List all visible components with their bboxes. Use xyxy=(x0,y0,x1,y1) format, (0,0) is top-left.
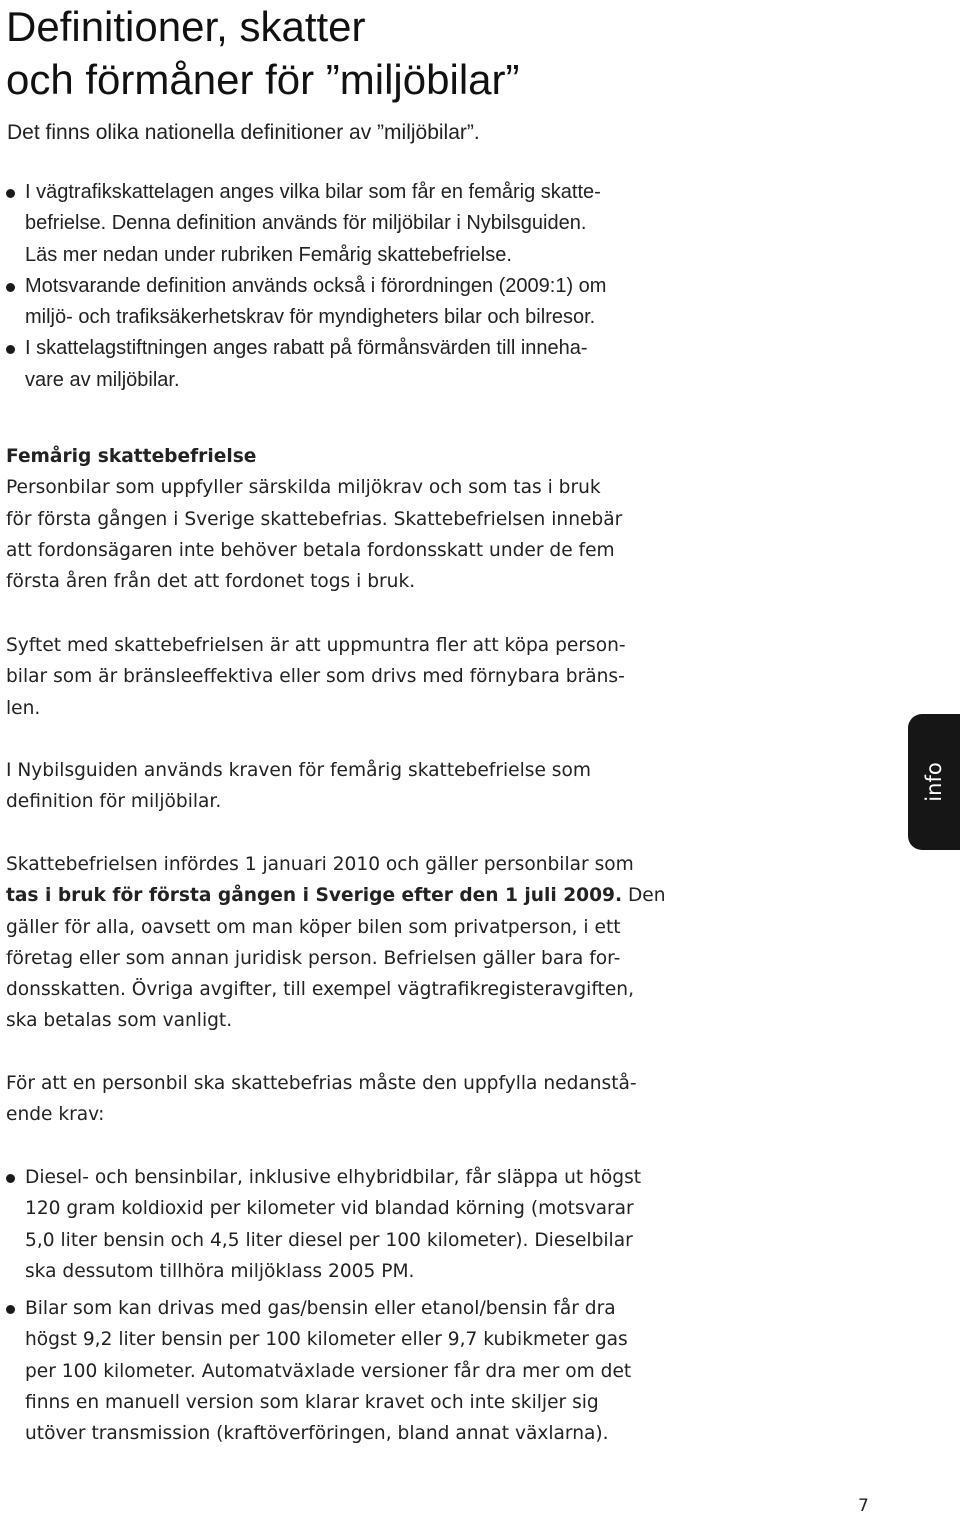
paragraph-requirements-intro xyxy=(6,1068,637,1131)
list-item xyxy=(0,271,606,334)
paragraph-line: För att en personbil ska skattebefrias måste den uppfylla nedanstå- xyxy=(6,1073,637,1094)
list-item-line: I skattelagstiftningen anges rabatt på förmånsvärden till inneha- xyxy=(25,337,588,360)
paragraph-definition xyxy=(6,755,591,818)
list-item-line: 120 gram koldioxid per kilometer vid blandad körning (motsvarar xyxy=(25,1198,634,1220)
list-item-line: miljö- och trafiksäkerhetskrav för myndigheters bilar och bilresor. xyxy=(25,306,596,329)
paragraph-line xyxy=(6,880,666,911)
bullet-icon xyxy=(6,345,15,354)
emphasis-text: tas i bruk för första gången i Sverige efter den 1 juli 2009. xyxy=(6,885,623,907)
paragraph-line: för första gången i Sverige skattebefrias. Skattebefrielsen innebär xyxy=(6,508,623,530)
definitions-list xyxy=(0,177,606,396)
list-item-line: 5,0 liter bensin och 4,5 liter diesel per 100 kilometer). Dieselbilar xyxy=(25,1229,633,1251)
paragraph-line: Syftet med skattebefrielsen är att uppmuntra fler att köpa person- xyxy=(6,635,626,656)
intro-text: Det finns olika nationella definitioner av ”miljöbilar”. xyxy=(7,121,480,144)
list-item-line: finns en manuell version som klarar kravet och inte skiljer sig xyxy=(25,1392,599,1414)
list-item xyxy=(0,177,606,271)
list-item-line: ska dessutom tillhöra miljöklass 2005 PM. xyxy=(25,1260,415,1282)
bullet-icon xyxy=(6,1305,15,1314)
paragraph-line: att fordonsägaren inte behöver betala fordonsskatt under de fem xyxy=(6,539,615,561)
list-item-line: Bilar som kan drivas med gas/bensin eller etanol/bensin får dra xyxy=(25,1298,616,1320)
bullet-icon xyxy=(6,189,15,198)
paragraph-line: ende krav: xyxy=(6,1104,105,1126)
bullet-icon xyxy=(6,283,15,292)
list-item-line: högst 9,2 liter bensin per 100 kilometer eller 9,7 kubikmeter gas xyxy=(25,1329,628,1351)
paragraph-line: ska betalas som vanligt. xyxy=(6,1010,233,1032)
list-item-line: I vägtrafikskattelagen anges vilka bilar som får en femårig skatte- xyxy=(25,181,601,203)
bullet-icon xyxy=(6,1174,15,1183)
list-item xyxy=(0,1162,641,1287)
paragraph-line: len. xyxy=(6,697,41,719)
paragraph-line: första åren från det att fordonet togs i bruk. xyxy=(6,571,416,593)
title-line-1: Definitioner, skatter xyxy=(6,3,366,50)
paragraph-line: gäller för alla, oavsett om man köper bilen som privatperson, i ett xyxy=(6,916,621,938)
paragraph-line: företag eller som annan juridisk person. Befrielsen gäller bara for- xyxy=(6,947,621,969)
list-item-line: per 100 kilometer. Automatväxlade versioner får dra mer om det xyxy=(25,1360,632,1382)
paragraph-line: Skattebefrielsen infördes 1 januari 2010 och gäller personbilar som xyxy=(6,854,634,875)
paragraph-line: donsskatten. Övriga avgifter, till exempel vägtrafikregisteravgiften, xyxy=(6,979,634,1001)
list-item-line: Motsvarande definition används också i förordningen (2009:1) om xyxy=(25,274,607,297)
paragraph-purpose xyxy=(6,630,626,724)
list-item-line: Läs mer nedan under rubriken Femårig skattebefrielse. xyxy=(25,243,512,266)
title-line-2: och förmåner för ”miljöbilar” xyxy=(6,56,520,103)
paragraph-line: bilar som är bränsleeffektiva eller som drivs med förnybara bräns- xyxy=(6,666,625,688)
section-heading: Femårig skattebefrielse xyxy=(6,446,257,467)
list-item xyxy=(0,333,606,396)
list-item xyxy=(0,1293,641,1449)
paragraph-line: definition för miljöbilar. xyxy=(6,791,222,813)
paragraph-line: I Nybilsguiden används kraven för femårig skattebefrielse som xyxy=(6,760,591,781)
info-tab-label: info xyxy=(922,762,946,802)
info-tab xyxy=(908,714,960,850)
paragraph-text: Den xyxy=(622,885,666,907)
page-title xyxy=(6,0,519,106)
list-item-line: vare av miljöbilar. xyxy=(25,368,180,391)
paragraph-introduced xyxy=(6,849,666,1037)
section-femarig xyxy=(6,441,622,597)
page-number: 7 xyxy=(858,1496,869,1516)
list-item-line: utöver transmission (kraftöverföringen, bland annat växlarna). xyxy=(25,1423,609,1445)
requirements-list xyxy=(0,1162,641,1450)
paragraph-line: Personbilar som uppfyller särskilda miljökrav och som tas i bruk xyxy=(6,477,601,499)
list-item-line: Diesel- och bensinbilar, inklusive elhybridbilar, får släppa ut högst xyxy=(25,1167,642,1188)
list-item-line: befrielse. Denna definition används för miljöbilar i Nybilsguiden. xyxy=(25,212,587,235)
